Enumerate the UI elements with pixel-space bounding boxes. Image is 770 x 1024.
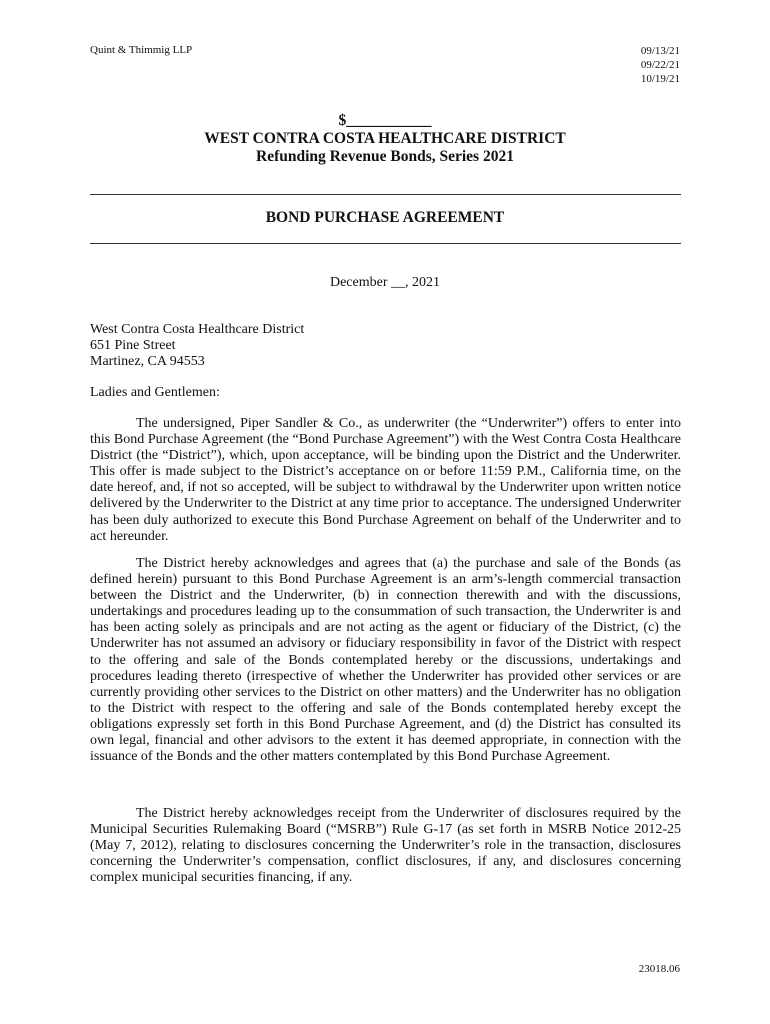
body-paragraph: The District hereby acknowledges receipt from the Underwriter of disclosures required by the Municipal Securities Rulemaking Board (“MSRB”) Rule G-17 (as set forth in MSRB Notice 2012-25 (May 7, 2012), relating to disclosures concerning the Underwriter’s role in the transaction, disclosures concerning the Underwriter’s compensation, conflict disclosures, if any, and disclosures concerning complex municipal securities financing, if any. [90, 806, 681, 886]
address-line: Martinez, CA 94553 [90, 354, 205, 369]
draft-date: 09/22/21 [640, 59, 680, 71]
bond-amount: $___________ [338, 112, 432, 129]
draft-date: 10/19/21 [640, 73, 680, 85]
body-paragraph: The District hereby acknowledges and agrees that (a) the purchase and sale of the Bonds (as defined herein) pursuant to this Bond Purchase Agreement is an arm’s-length commercial transaction between the District and the Underwriter, (b) in connection therewith and with the discussions, undertakings and procedures leading up to the consummation of such transaction, the Underwriter is and has been acting solely as principals and are not acting as the agent or fiduciary of the District, (c) the Underwriter has not assumed an advisory or fiduciary responsibility in favor of the District with respect to the offering and sale of the Bonds contemplated hereby or the discussions, undertakings and procedures leading thereto (irrespective of whether the Underwriter has provided other services or are currently providing other services to the District on other matters) and the Underwriter has no obligation to the District with respect to the offering and sale of the Bonds contemplated hereby except the obligations expressly set forth in this Bond Purchase Agreement, and (d) the District has consulted its own legal, financial and other advisors to the extent it has deemed appropriate, in connection with the issuance of the Bonds and the other matters contemplated by this Bond Purchase Agreement. [90, 556, 681, 765]
draft-date: 09/13/21 [640, 45, 680, 57]
address-line: 651 Pine Street [90, 338, 176, 353]
body-paragraph: The undersigned, Piper Sandler & Co., as underwriter (the “Underwriter”) offers to enter into this Bond Purchase Agreement (the “Bond Purchase Agreement”) with the West Contra Costa Healthcare District (the “District”), which, upon acceptance, will be binding upon the District and the Underwriter. This offer is made subject to the District’s acceptance on or before 11:59 P.M., California time, on the date hereof, and, if not so accepted, will be subject to withdrawal by the Underwriter upon written notice delivered by the Underwriter to the District at any time prior to acceptance. The undersigned Underwriter has been duly authorized to execute this Bond Purchase Agreement on behalf of the Underwriter and to act hereunder. [90, 416, 681, 544]
draft-dates [641, 44, 680, 86]
address-line: West Contra Costa Healthcare District [90, 322, 305, 337]
title-block [90, 112, 680, 166]
document-number: 23018.06 [638, 963, 680, 975]
salutation: Ladies and Gentlemen: [90, 385, 220, 400]
district-name: WEST CONTRA COSTA HEALTHCARE DISTRICT [204, 130, 566, 147]
bottom-divider [90, 243, 681, 244]
firm-name: Quint & Thimmig LLP [90, 44, 193, 56]
agreement-heading: BOND PURCHASE AGREEMENT [265, 209, 505, 226]
agreement-date: December __, 2021 [329, 275, 441, 290]
bond-series: Refunding Revenue Bonds, Series 2021 [256, 148, 514, 165]
addressee-block [90, 322, 304, 370]
top-divider [90, 194, 681, 195]
